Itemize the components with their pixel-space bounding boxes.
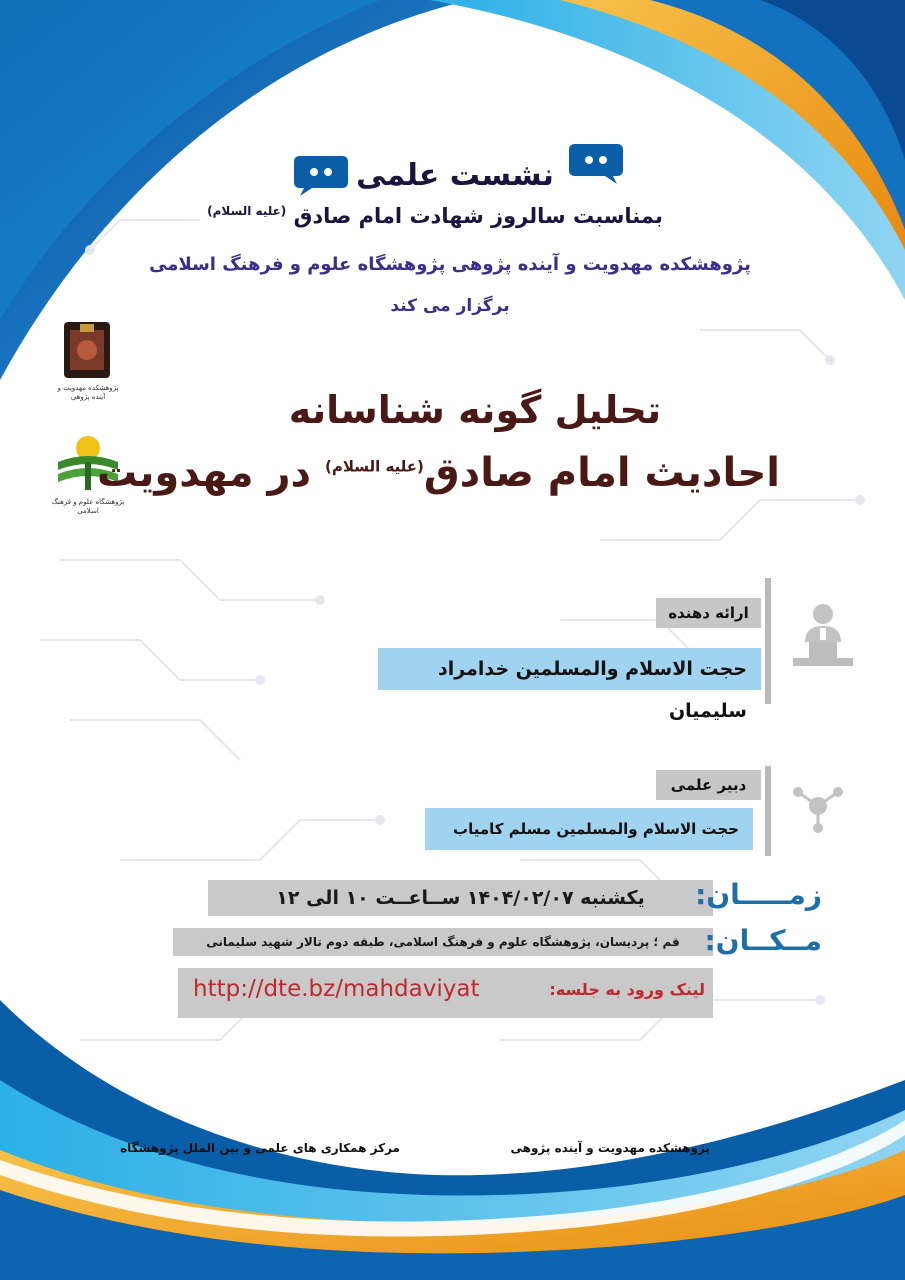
secretary-label: دبیر علمی (656, 770, 761, 800)
occasion-line (200, 204, 670, 228)
secretary-divider (765, 766, 771, 856)
holds-line: برگزار می کند (390, 296, 510, 316)
university-logo-caption: پژوهشگاه علوم و فرهنگ اسلامی (51, 498, 125, 515)
event-type-title: نشست علمی (356, 158, 554, 193)
meeting-link-url[interactable]: http://dte.bz/mahdaviyat (193, 976, 480, 1002)
presenter-name: حجت الاسلام والمسلمین خدامراد سلیمیان (378, 648, 761, 690)
main-title-line2 (97, 450, 780, 496)
place-label: مــکــان: (704, 924, 822, 957)
time-label: زمـــــان: (695, 878, 822, 911)
institute-emblem-icon (50, 318, 126, 380)
network-nodes-icon (790, 782, 846, 836)
title-line2-honorific: (علیه السلام) (324, 457, 424, 476)
footer-right-text: پژوهشکده مهدویت و آینده پژوهی (510, 1141, 710, 1155)
title-line2-part1: احادیث امام صادق (423, 450, 780, 496)
footer-left-text: مرکز همکاری های علمی و بین الملل پژوهشگاه (120, 1141, 400, 1155)
occasion-honorific: (علیه السلام) (207, 204, 287, 218)
occasion-text: بمناسبت سالروز شهادت امام صادق (293, 204, 663, 228)
place-value: قم ؛ پردیسان، پژوهشگاه علوم و فرهنگ اسلامی، طبقه دوم تالار شهید سلیمانی (173, 928, 713, 956)
title-line2-part2: در مهدویت (97, 450, 312, 496)
organizer-line: پژوهشکده مهدویت و آینده پژوهی پژوهشگاه علوم و فرهنگ اسلامی (149, 254, 751, 275)
secretary-name: حجت الاسلام والمسلمین مسلم کامیاب (425, 808, 753, 850)
institute-logo (50, 318, 126, 402)
meeting-link-label: لینک ورود به جلسه: (549, 980, 705, 999)
speaker-podium-icon (787, 598, 859, 670)
time-value: یکشنبه ۱۴۰۴/۰۲/۰۷ ســاعــت ۱۰ الی ۱۲ (208, 880, 713, 916)
presenter-divider (765, 578, 771, 704)
institute-logo-caption: پژوهشکده مهدویت و آینده پژوهی (57, 384, 119, 401)
main-title-line1: تحلیل گونه شناسانه (288, 388, 662, 432)
presenter-label: ارائه دهنده (656, 598, 761, 628)
